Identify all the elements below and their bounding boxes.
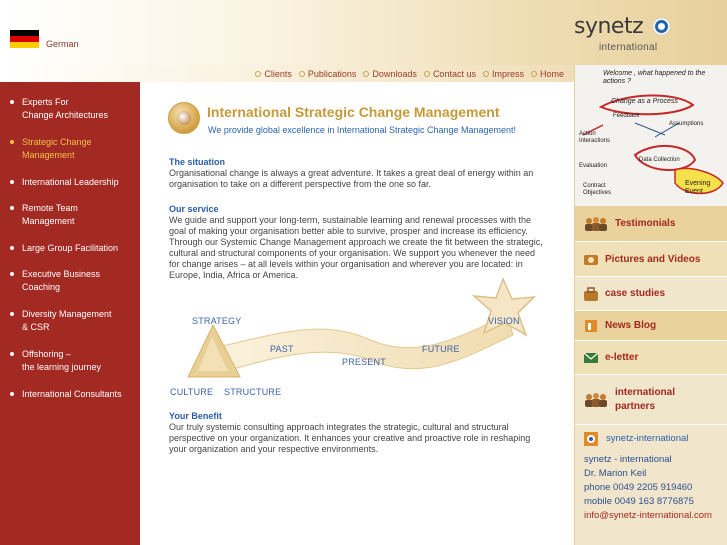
bullet-icon bbox=[531, 71, 537, 77]
photo-text-feedback: Feedback bbox=[613, 113, 640, 119]
bullet-icon bbox=[10, 272, 14, 276]
sidebar-item-strategic-change[interactable]: Strategic Change Management bbox=[10, 136, 134, 162]
nav-contact-us[interactable]: Contact us bbox=[424, 69, 476, 79]
diagram-label-strategy: STRATEGY bbox=[192, 316, 242, 326]
diagram-label-structure: STRUCTURE bbox=[224, 387, 282, 397]
news-blog-button[interactable]: News Blog bbox=[575, 311, 727, 341]
diagram-label-future: FUTURE bbox=[422, 344, 460, 354]
contact-mobile: mobile 0049 163 8776875 bbox=[584, 496, 694, 507]
sidebar-item-international-leadership[interactable]: International Leadership bbox=[10, 176, 134, 189]
bullet-icon bbox=[424, 71, 430, 77]
section-text-benefit: Our truly systemic consulting approach integrates the strategic, cultural and structural perspective on your organization. It enhances your creative and proactive role in reshaping your organization and your respective environments. bbox=[169, 422, 531, 454]
sidebar-item-remote-team[interactable]: Remote Team Management bbox=[10, 202, 134, 228]
sidebar-item-large-group[interactable]: Large Group Facilitation bbox=[10, 242, 134, 255]
bullet-icon bbox=[10, 180, 14, 184]
e-letter-button[interactable]: e-letter bbox=[575, 341, 727, 375]
nav-publications[interactable]: Publications bbox=[299, 69, 357, 79]
synetz-logo-icon bbox=[584, 432, 598, 446]
section-heading-situation: The situation bbox=[169, 157, 225, 167]
bullet-icon bbox=[10, 140, 14, 144]
contact-title: synetz-international bbox=[606, 433, 689, 444]
testimonials-button[interactable]: Testimonials bbox=[575, 206, 727, 242]
contact-name: Dr. Marion Keil bbox=[584, 468, 647, 479]
photo-text-change: Change as a Process bbox=[611, 98, 678, 105]
contact-phone: phone 0049 2205 919460 bbox=[584, 482, 693, 493]
logo[interactable] bbox=[574, 14, 674, 53]
change-diagram-graphic bbox=[168, 277, 548, 402]
section-text-situation: Organisational change is always a great adventure. It takes a great deal of energy within an organisation to take on a different perspective from the one so far. bbox=[169, 168, 534, 189]
sidebar bbox=[0, 82, 140, 545]
case-studies-button[interactable]: case studies bbox=[575, 277, 727, 311]
photo-text-contract: Contract Objectives bbox=[583, 183, 612, 196]
bullet-icon bbox=[10, 206, 14, 210]
international-partners-button[interactable]: international partners bbox=[575, 375, 727, 425]
diagram-label-past: PAST bbox=[270, 344, 294, 354]
diagram-label-culture: CULTURE bbox=[170, 387, 214, 397]
sidebar-item-diversity[interactable]: Diversity Management & CSR bbox=[10, 308, 134, 334]
photo-text-evening: Evening Event bbox=[685, 180, 711, 195]
change-diagram bbox=[168, 277, 548, 402]
sidebar-item-offshoring[interactable]: Offshoring – the learning journey bbox=[10, 348, 134, 374]
email-icon bbox=[583, 350, 599, 366]
header bbox=[0, 0, 727, 65]
logo-subtitle: international bbox=[599, 42, 658, 53]
bullet-icon bbox=[10, 392, 14, 396]
section-text-service: We guide and support your long-term, sustainable learning and renewal processes with the goal of making your organisation better able to survive, prosper and increase its efficiency. Through our Systemic Change Management approach we create the fit between the strategic, cultural and structural components of your organisation. We support you whenever the need for change arises – at all levels within your organisation and wherever you are located: in Europe, India, Africa or America. bbox=[169, 215, 543, 280]
partners-icon bbox=[583, 392, 609, 408]
german-flag-icon[interactable] bbox=[10, 30, 39, 48]
sidebar-item-experts[interactable]: Experts For Change Architectures bbox=[10, 96, 134, 122]
main-content bbox=[140, 82, 574, 545]
nav-clients[interactable]: Clients bbox=[255, 69, 292, 79]
briefcase-icon bbox=[583, 286, 599, 302]
camera-icon bbox=[583, 251, 599, 267]
photo-text-assumptions: Assumptions bbox=[669, 121, 704, 127]
page-subtitle: We provide global excellence in International Strategic Change Management! bbox=[208, 125, 517, 135]
photo-text-data-collection: Data Collection bbox=[639, 157, 680, 163]
photo-text-action: Action Interactions bbox=[579, 131, 611, 144]
section-heading-benefit: Your Benefit bbox=[169, 411, 222, 421]
contact-company: synetz - international bbox=[584, 454, 672, 465]
bullet-icon bbox=[255, 71, 261, 77]
top-navigation bbox=[0, 65, 574, 82]
nav-downloads[interactable]: Downloads bbox=[363, 69, 417, 79]
bullet-icon bbox=[10, 312, 14, 316]
contact-email-link[interactable]: info@synetz-international.com bbox=[584, 510, 712, 521]
right-column bbox=[574, 65, 727, 545]
logo-word: synetz bbox=[574, 14, 644, 39]
page-title: International Strategic Change Management bbox=[207, 104, 500, 120]
language-link[interactable]: German bbox=[46, 39, 79, 49]
sidebar-item-executive-coaching[interactable]: Executive Business Coaching bbox=[10, 268, 134, 294]
sidebar-item-consultants[interactable]: International Consultants bbox=[10, 388, 134, 401]
flipchart-photo[interactable] bbox=[575, 65, 727, 206]
nav-home[interactable]: Home bbox=[531, 69, 564, 79]
globe-icon bbox=[168, 102, 200, 134]
bullet-icon bbox=[10, 246, 14, 250]
blog-icon bbox=[583, 318, 599, 334]
section-heading-service: Our service bbox=[169, 204, 219, 214]
bullet-icon bbox=[363, 71, 369, 77]
bullet-icon bbox=[299, 71, 305, 77]
diagram-label-present: PRESENT bbox=[342, 357, 386, 367]
people-icon bbox=[583, 216, 609, 232]
logo-circle-icon bbox=[653, 18, 670, 35]
diagram-label-vision: VISION bbox=[488, 316, 520, 326]
pictures-videos-button[interactable]: Pictures and Videos bbox=[575, 242, 727, 277]
photo-text-evaluation: Evaluation bbox=[579, 163, 608, 169]
bullet-icon bbox=[10, 100, 14, 104]
photo-text-welcome: Welcome , what happened to the actions ? bbox=[603, 70, 706, 85]
bullet-icon bbox=[10, 352, 14, 356]
nav-impress[interactable]: Impress bbox=[483, 69, 524, 79]
bullet-icon bbox=[483, 71, 489, 77]
